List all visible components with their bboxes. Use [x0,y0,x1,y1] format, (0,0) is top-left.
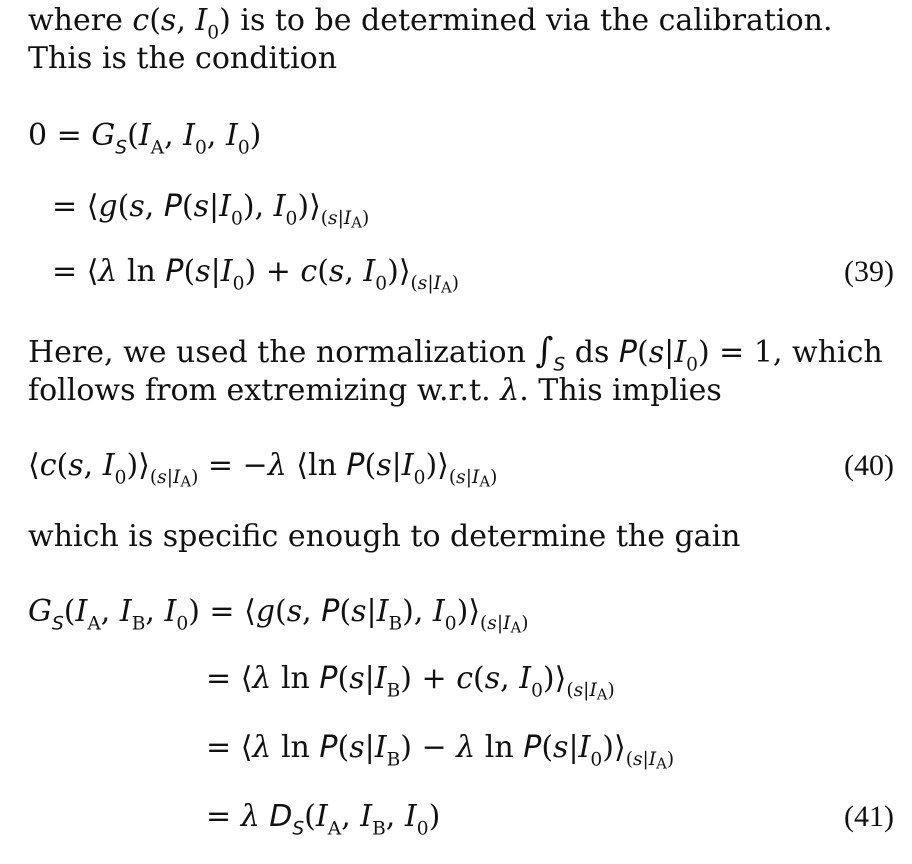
equation-number-40: (40) [844,449,894,482]
equation-39-line-3: = ⟨λ $\ln P(s|I_0) + c(s$, $I_0)⟩_{(s|IA)}$ [52,254,459,298]
equation-41-line-4: = λ $D_S(I_A$, $I_B$, $I_0$) [206,799,441,840]
paragraph-gain: which is specific enough to determine the gain [28,519,741,554]
equation-39-line-1: $0 = G_S(I_A$, $I_0$, $I_0$) [28,118,262,159]
equation-39-line-2: = ⟨g(s, $P(s|I_0)$, $I_0)⟩_{(s|IA)}$ [52,189,370,233]
paragraph-normalization: Here, we used the normalization $\int_S$ ds $P(s|I_0) = 1$, which follows from extremizing w.r.t. λ. This implies [28,331,883,408]
equation-41-line-1: $G_S(I_A$, $I_B$, $I_0$) = ⟨g(s, $P(s|I_B)$, $I_0)⟩_{(s|IA)}$ [28,594,529,638]
equation-41-line-2: = ⟨λ $\ln P(s|I_B) + c(s$, $I_0)⟩_{(s|IA)}$ [206,661,615,705]
equation-41-line-3: = ⟨λ $\ln P(s|I_B) - \lambda$ $\ln P(s|I_0)⟩_{(s|IA)}$ [206,730,675,774]
equation-number-41: (41) [844,800,894,833]
equation-number-39: (39) [844,255,894,288]
equation-40: ⟨c(s, $I_0)⟩_{(s|IA)} = -\lambda$ ⟨ln $P(s|I_0)⟩_{(s|IA)}$ [28,448,498,492]
paragraph-calibration: where c(s, $I_0$) is to be determined via the calibration. This is the condition [28,3,833,76]
